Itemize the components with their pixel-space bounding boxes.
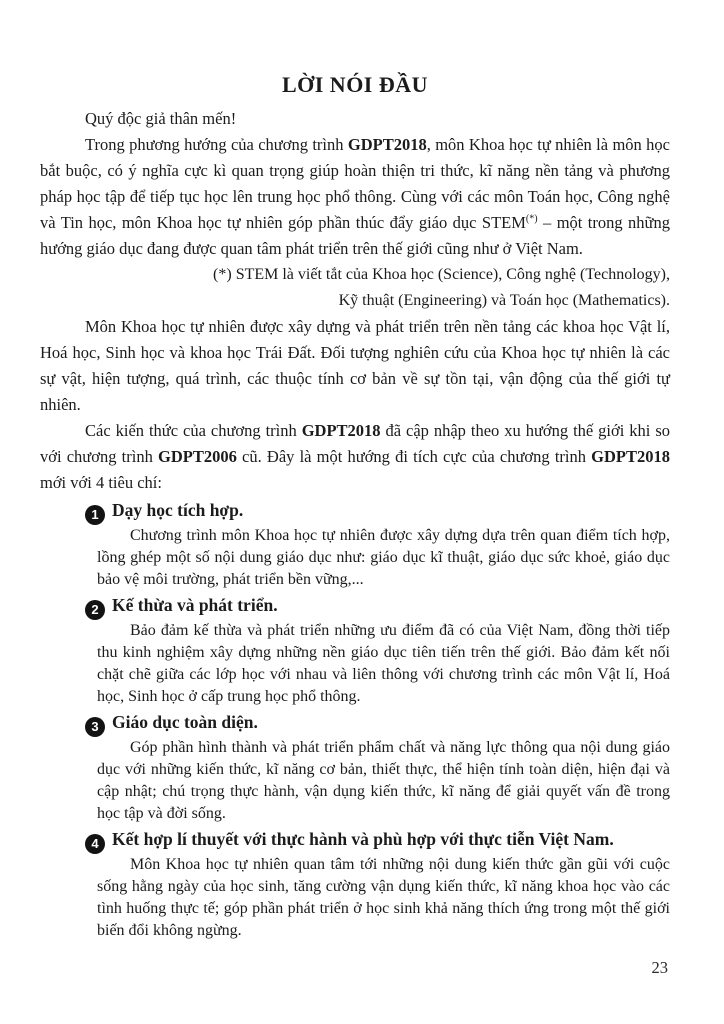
criterion-2-number-badge: 2: [85, 600, 105, 620]
text-run: – một trong những hướng giáo dục đang được quan tâm phát triển trên thế giới cũng như ở Việt Nam.: [40, 213, 670, 258]
criterion-2-heading: [85, 591, 670, 620]
criterion-1: [40, 496, 670, 591]
text-run: đã cập nhập theo xu hướng thế giới khi so với chương trình: [40, 421, 670, 466]
stem-footnote: [40, 262, 670, 314]
text-run: Trong phương hướng của chương trình: [85, 135, 348, 154]
foundation-paragraph: Môn Khoa học tự nhiên được xây dựng và phát triển trên nền tảng các khoa học Vật lí, Hoá học, Sinh học và khoa học Trái Đất. Đối tượng nghiên cứu của Khoa học tự nhiên là các sự vật, hiện tượng, quá trình, các thuộc tính cơ bản về sự tồn tại, vận động của thế giới tự nhiên.: [40, 317, 670, 414]
criterion-3: [40, 708, 670, 825]
page-title: LỜI NÓI ĐẦU: [281, 72, 429, 97]
criterion-1-body: Chương trình môn Khoa học tự nhiên được xây dựng dựa trên quan điểm tích hợp, lồng ghép một số nội dung giáo dục như: giáo dục kĩ thuật, giáo dục sức khoẻ, giáo dục bảo vệ môi trường, phát triển bền vững,...: [97, 527, 670, 588]
program-code-gdpt2018: GDPT2018: [301, 421, 381, 440]
criterion-4-body: Môn Khoa học tự nhiên quan tâm tới những nội dung kiến thức gần gũi với cuộc sống hằng ngày của học sinh, tăng cường vận dụng kiến thức, kĩ năng khoa học vào các tình huống thực tế; góp phần phát triển ở học sinh khả năng thích ứng trong một thế giới biến đổi không ngừng.: [97, 856, 670, 939]
program-code-gdpt2006: GDPT2006: [158, 447, 237, 466]
criterion-1-title: Dạy học tích hợp.: [112, 500, 244, 520]
criterion-3-number-badge: 3: [85, 717, 105, 737]
text-run: Các kiến thức của chương trình: [85, 421, 302, 440]
curriculum-update-paragraph: [40, 418, 670, 496]
criterion-3-title: Giáo dục toàn diện.: [112, 712, 258, 732]
footnote-line-2: Kỹ thuật (Engineering) và Toán học (Mathematics).: [338, 292, 670, 309]
criterion-4: [40, 825, 670, 942]
greeting-line: Quý độc giả thân mến!: [85, 109, 237, 128]
criterion-4-number-badge: 4: [85, 834, 105, 854]
page-number: 23: [651, 958, 668, 977]
text-run: mới với 4 tiêu chí:: [40, 473, 162, 492]
footnote-line-1: (*) STEM là viết tắt của Khoa học (Science), Công nghệ (Technology),: [213, 266, 670, 283]
criterion-1-number-badge: 1: [85, 505, 105, 525]
program-code-gdpt2018: GDPT2018: [591, 447, 671, 466]
criterion-4-title: Kết hợp lí thuyết với thực hành và phù hợp với thực tiễn Việt Nam.: [112, 829, 614, 849]
intro-paragraph: [40, 132, 670, 262]
criterion-3-heading: [85, 708, 670, 737]
criterion-2-body: Bảo đảm kế thừa và phát triển những ưu điểm đã có của Việt Nam, đồng thời tiếp thu kinh nghiệm xây dựng những nền giáo dục tiên tiến trên thế giới. Bảo đảm kết nối chặt chẽ giữa các lớp học với nhau và liên thông với chương trình các môn Vật lí, Hoá học, Sinh học ở cấp trung học phổ thông.: [97, 622, 670, 705]
criterion-4-heading: [85, 825, 670, 854]
text-run: , môn Khoa học tự nhiên là môn học bắt buộc, có ý nghĩa cực kì quan trọng giúp hoàn thiện tri thức, kĩ năng nền tảng và phương pháp học tập để tiếp tục học lên trung học phổ thông. Cùng với các môn Toán học, Công nghệ và Tin học, môn Khoa học tự nhiên góp phần thúc đẩy giáo dục STEM: [40, 135, 670, 232]
criterion-1-heading: [85, 496, 670, 525]
footnote-marker: (*): [525, 213, 538, 225]
program-code-gdpt2018: GDPT2018: [347, 135, 427, 154]
criterion-3-body: Góp phần hình thành và phát triển phẩm chất và năng lực thông qua nội dung giáo dục với những kiến thức, kĩ năng cơ bản, thiết thực, thể hiện tính toàn diện, hiện đại và cập nhật; chú trọng thực hành, vận dụng kiến thức, kĩ năng để giải quyết vấn đề trong học tập và đời sống.: [97, 739, 670, 822]
text-run: cũ. Đây là một hướng đi tích cực của chương trình: [236, 447, 592, 466]
criterion-2-title: Kế thừa và phát triển.: [112, 595, 278, 615]
criterion-2: [40, 591, 670, 708]
